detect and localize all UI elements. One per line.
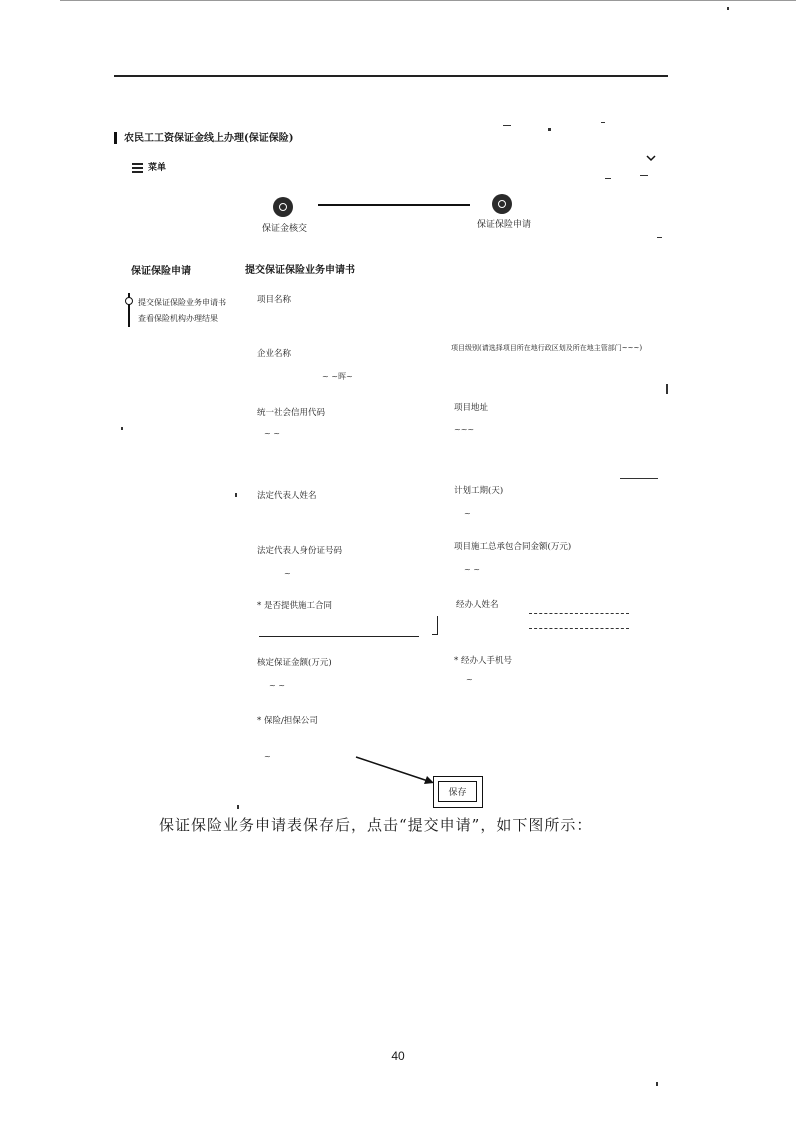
step-icon xyxy=(492,194,512,214)
sidebar-title: 保证保险申请 xyxy=(131,266,191,277)
scan-speck xyxy=(605,178,611,179)
screenshot-region xyxy=(114,118,674,813)
field-label: 项目地址 xyxy=(454,403,489,413)
field-label: 法定代表人姓名 xyxy=(257,491,317,501)
field-label: 项目级别(请选择项目所在地行政区划及所在地主管部门~~~) xyxy=(451,344,643,352)
field-label: * 保险/担保公司 xyxy=(257,716,318,726)
arrow-icon xyxy=(354,754,436,786)
menu-icon[interactable] xyxy=(132,162,146,174)
field-label: 项目施工总承包合同金额(万元) xyxy=(454,542,572,552)
field-label: 计划工期(天) xyxy=(454,486,504,496)
step-label[interactable]: 保证保险申请 xyxy=(477,220,532,230)
step-icon xyxy=(273,197,293,217)
field-label: 法定代表人身份证号码 xyxy=(257,546,343,556)
header-rule xyxy=(114,75,668,77)
form-title: 提交保证保险业务申请书 xyxy=(245,265,355,276)
field-value[interactable]: ~ xyxy=(464,509,471,518)
field-value[interactable]: ~~~ xyxy=(454,425,475,434)
step-label[interactable]: 保证金核交 xyxy=(262,224,308,234)
scan-speck xyxy=(666,384,668,394)
field-value[interactable]: ~ ~ xyxy=(269,681,285,690)
app-title: 农民工工资保证金线上办理(保证保险) xyxy=(124,133,294,144)
page-top-edge xyxy=(60,0,796,1)
field-label: 经办人姓名 xyxy=(456,600,499,610)
scan-speck xyxy=(121,427,123,430)
scan-speck xyxy=(640,175,648,176)
save-button-highlight xyxy=(433,776,483,808)
scan-speck xyxy=(548,128,551,131)
field-value[interactable]: ~ ~晖~ xyxy=(322,372,353,381)
title-bar-marker xyxy=(114,132,117,144)
caption-text: 保证保险业务申请表保存后，点击“提交申请”，如下图所示： xyxy=(159,816,593,834)
field-value[interactable]: ~ ~ xyxy=(264,429,280,438)
scan-speck xyxy=(727,7,729,10)
scan-speck xyxy=(620,478,658,479)
dashed-mark xyxy=(529,613,629,615)
menu-label[interactable]: 菜单 xyxy=(148,163,167,173)
sidebar-active-dot xyxy=(125,297,133,305)
scan-speck xyxy=(657,237,662,238)
field-label: * 是否提供施工合同 xyxy=(257,601,332,611)
scan-speck xyxy=(237,805,239,809)
sidebar-item-result[interactable]: 查看保险机构办理结果 xyxy=(138,314,218,323)
field-label: 核定保证金额(万元) xyxy=(257,658,332,668)
select-bracket xyxy=(432,616,438,635)
field-value[interactable]: ~ xyxy=(264,752,271,761)
field-value[interactable]: ~ ~ xyxy=(464,565,480,574)
field-label: 统一社会信用代码 xyxy=(257,408,326,418)
field-label: 企业名称 xyxy=(257,349,292,359)
save-button[interactable]: 保存 xyxy=(438,781,477,802)
chevron-down-icon[interactable] xyxy=(646,154,656,162)
scan-speck xyxy=(601,122,605,123)
page-number: 40 xyxy=(391,1049,405,1063)
step-connector xyxy=(318,204,470,206)
dashed-mark xyxy=(529,628,629,630)
field-value[interactable]: ~ xyxy=(284,569,291,578)
select-underline xyxy=(259,636,419,637)
scan-speck xyxy=(503,125,511,126)
field-value[interactable]: ~ xyxy=(466,675,473,684)
project-name-label: 项目名称 xyxy=(257,295,292,305)
sidebar-item-submit[interactable]: 提交保证保险业务申请书 xyxy=(138,298,226,307)
scan-speck xyxy=(656,1082,658,1086)
scan-speck xyxy=(235,493,237,497)
field-label: * 经办人手机号 xyxy=(454,656,512,666)
